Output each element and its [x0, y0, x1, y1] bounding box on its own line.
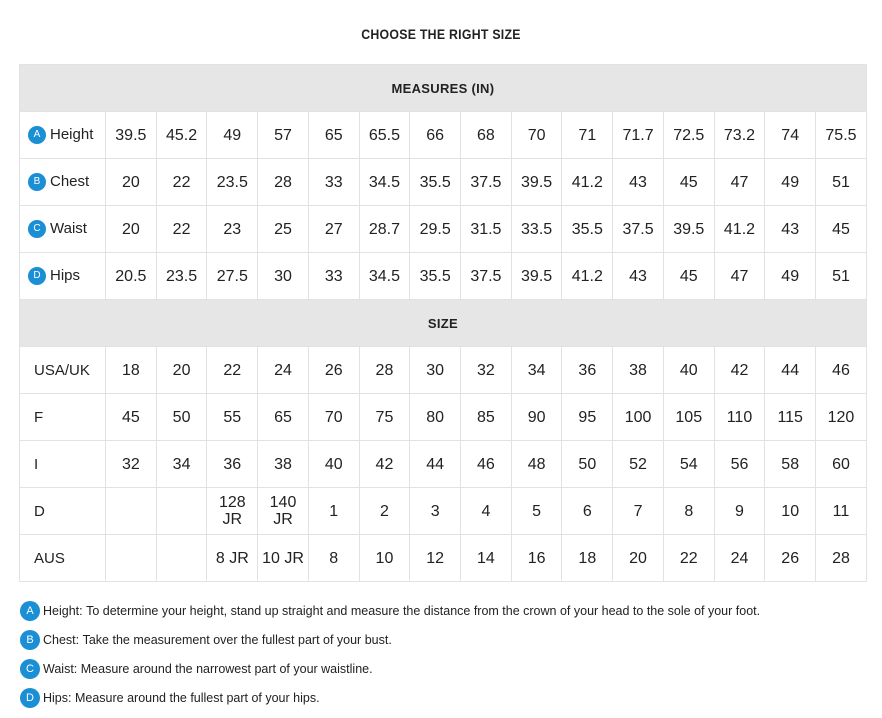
size-value: 52 [613, 441, 664, 488]
size-value: 60 [816, 441, 867, 488]
note-text: Measure around the fullest part of your hips. [74, 690, 320, 705]
measure-value: 23 [207, 206, 258, 253]
measure-value: 23.5 [207, 159, 258, 206]
size-value: 40 [663, 347, 714, 394]
measure-value: 39.5 [106, 112, 157, 159]
size-value: 36 [207, 441, 258, 488]
measure-value: 37.5 [461, 253, 512, 300]
letter-badge-icon: D [28, 267, 46, 285]
measure-value: 45 [663, 253, 714, 300]
measure-value: 47 [714, 253, 765, 300]
measure-label-text: Hips [50, 266, 81, 284]
measure-label [20, 159, 106, 206]
size-value: 18 [562, 535, 613, 582]
size-value: 24 [714, 535, 765, 582]
measure-value: 41.2 [562, 159, 613, 206]
measure-label-text: Height [50, 125, 94, 143]
size-value: 45 [106, 394, 157, 441]
size-header: SIZE [20, 300, 867, 347]
size-value: 56 [714, 441, 765, 488]
size-value: 18 [106, 347, 157, 394]
measure-value: 66 [410, 112, 461, 159]
measure-value: 33 [308, 253, 359, 300]
size-value [106, 535, 157, 582]
measure-value: 29.5 [410, 206, 461, 253]
measure-value: 72.5 [663, 112, 714, 159]
size-value: 12 [410, 535, 461, 582]
size-value: 54 [663, 441, 714, 488]
measure-value: 20.5 [106, 253, 157, 300]
size-header-row [20, 300, 867, 347]
letter-badge-icon: B [28, 173, 46, 191]
size-value [106, 488, 157, 535]
size-value: 50 [562, 441, 613, 488]
measure-value: 28 [258, 159, 309, 206]
size-value: 48 [511, 441, 562, 488]
size-value: 34 [156, 441, 207, 488]
measure-value: 65.5 [359, 112, 410, 159]
size-value: 120 [816, 394, 867, 441]
letter-badge-icon: C [28, 220, 46, 238]
size-value: 128 JR [207, 488, 258, 535]
measure-value: 68 [461, 112, 512, 159]
measure-label [20, 253, 106, 300]
letter-badge-icon: C [20, 659, 40, 679]
size-value: 32 [106, 441, 157, 488]
size-value: 20 [613, 535, 664, 582]
size-label: I [20, 441, 106, 488]
measure-value: 27.5 [207, 253, 258, 300]
size-value: 5 [511, 488, 562, 535]
size-value: 58 [765, 441, 816, 488]
size-row [20, 441, 867, 488]
notes-list [20, 596, 870, 712]
measure-row-height [20, 112, 867, 159]
size-value: 46 [461, 441, 512, 488]
size-value: 22 [207, 347, 258, 394]
size-value: 32 [461, 347, 512, 394]
size-value: 6 [562, 488, 613, 535]
size-value: 8 [308, 535, 359, 582]
size-value: 85 [461, 394, 512, 441]
size-value: 44 [410, 441, 461, 488]
page-title: CHOOSE THE RIGHT SIZE [361, 26, 521, 42]
measure-value: 35.5 [410, 253, 461, 300]
measure-value: 45 [663, 159, 714, 206]
measure-value: 30 [258, 253, 309, 300]
size-value: 75 [359, 394, 410, 441]
measure-value: 37.5 [613, 206, 664, 253]
letter-badge-icon: B [20, 630, 40, 650]
size-label: AUS [20, 535, 106, 582]
measure-value: 35.5 [562, 206, 613, 253]
size-value: 1 [308, 488, 359, 535]
size-value: 28 [816, 535, 867, 582]
size-value: 140 JR [258, 488, 309, 535]
note-item [20, 654, 870, 683]
measure-label-text: Waist [50, 219, 87, 237]
measure-label [20, 206, 106, 253]
measure-value: 43 [613, 159, 664, 206]
size-value: 40 [308, 441, 359, 488]
size-value: 55 [207, 394, 258, 441]
measure-value: 20 [106, 159, 157, 206]
measure-value: 23.5 [156, 253, 207, 300]
measure-value: 43 [765, 206, 816, 253]
size-value [156, 535, 207, 582]
size-value: 38 [613, 347, 664, 394]
size-label: USA/UK [20, 347, 106, 394]
measure-value: 27 [308, 206, 359, 253]
measures-header-row [20, 65, 867, 112]
size-value: 38 [258, 441, 309, 488]
measure-value: 51 [816, 159, 867, 206]
measure-value: 73.2 [714, 112, 765, 159]
size-value: 50 [156, 394, 207, 441]
size-value: 70 [308, 394, 359, 441]
measure-value: 39.5 [663, 206, 714, 253]
letter-badge-icon: D [20, 688, 40, 708]
size-row [20, 394, 867, 441]
note-item [20, 596, 870, 625]
size-row [20, 347, 867, 394]
size-table [19, 64, 867, 582]
note-label: Height : [43, 604, 86, 618]
measure-value: 71.7 [613, 112, 664, 159]
measure-row-hips [20, 253, 867, 300]
size-value: 46 [816, 347, 867, 394]
measure-value: 34.5 [359, 253, 410, 300]
measure-value: 35.5 [410, 159, 461, 206]
size-value: 26 [308, 347, 359, 394]
measure-value: 49 [765, 159, 816, 206]
size-value: 10 [359, 535, 410, 582]
size-value: 110 [714, 394, 765, 441]
measure-row-waist [20, 206, 867, 253]
size-value: 4 [461, 488, 512, 535]
measure-label [20, 112, 106, 159]
size-value: 11 [816, 488, 867, 535]
measure-value: 33 [308, 159, 359, 206]
size-value: 14 [461, 535, 512, 582]
size-value [156, 488, 207, 535]
note-text: To determine your height, stand up straight and measure the distance from the crown of your head to the sole of your foot. [86, 603, 761, 618]
measure-value: 47 [714, 159, 765, 206]
note-item [20, 625, 870, 654]
measure-value: 20 [106, 206, 157, 253]
size-value: 26 [765, 535, 816, 582]
measure-value: 31.5 [461, 206, 512, 253]
size-value: 105 [663, 394, 714, 441]
measure-value: 34.5 [359, 159, 410, 206]
size-value: 9 [714, 488, 765, 535]
size-value: 65 [258, 394, 309, 441]
size-value: 42 [359, 441, 410, 488]
measure-value: 25 [258, 206, 309, 253]
note-label: Hips : [43, 691, 75, 705]
size-value: 44 [765, 347, 816, 394]
size-value: 3 [410, 488, 461, 535]
size-value: 34 [511, 347, 562, 394]
size-value: 28 [359, 347, 410, 394]
size-row [20, 535, 867, 582]
size-value: 22 [663, 535, 714, 582]
measure-row-chest [20, 159, 867, 206]
measure-value: 22 [156, 159, 207, 206]
note-label: Waist : [43, 662, 81, 676]
size-value: 2 [359, 488, 410, 535]
measure-value: 43 [613, 253, 664, 300]
measure-value: 39.5 [511, 159, 562, 206]
note-text: Measure around the narrowest part of your waistline. [80, 661, 373, 676]
measure-value: 65 [308, 112, 359, 159]
measure-value: 70 [511, 112, 562, 159]
size-value: 115 [765, 394, 816, 441]
measures-header: MEASURES (IN) [20, 65, 867, 112]
size-value: 8 [663, 488, 714, 535]
size-value: 7 [613, 488, 664, 535]
letter-badge-icon: A [20, 601, 40, 621]
measure-value: 75.5 [816, 112, 867, 159]
size-label: F [20, 394, 106, 441]
measure-label-text: Chest [50, 172, 90, 190]
size-label: D [20, 488, 106, 535]
size-value: 24 [258, 347, 309, 394]
note-item [20, 683, 870, 712]
measure-value: 51 [816, 253, 867, 300]
measure-value: 49 [207, 112, 258, 159]
measure-value: 39.5 [511, 253, 562, 300]
measure-value: 28.7 [359, 206, 410, 253]
size-value: 10 [765, 488, 816, 535]
measure-value: 45 [816, 206, 867, 253]
size-value: 100 [613, 394, 664, 441]
size-value: 42 [714, 347, 765, 394]
measure-value: 74 [765, 112, 816, 159]
letter-badge-icon: A [28, 126, 46, 144]
measure-value: 71 [562, 112, 613, 159]
note-label: Chest : [43, 633, 83, 647]
measure-value: 33.5 [511, 206, 562, 253]
size-value: 30 [410, 347, 461, 394]
measure-value: 41.2 [714, 206, 765, 253]
measure-value: 45.2 [156, 112, 207, 159]
size-value: 16 [511, 535, 562, 582]
size-value: 36 [562, 347, 613, 394]
size-value: 80 [410, 394, 461, 441]
size-value: 10 JR [258, 535, 309, 582]
size-value: 20 [156, 347, 207, 394]
size-row [20, 488, 867, 535]
measure-value: 57 [258, 112, 309, 159]
measure-value: 49 [765, 253, 816, 300]
note-text: Take the measurement over the fullest part of your bust. [82, 632, 392, 647]
size-value: 95 [562, 394, 613, 441]
measure-value: 37.5 [461, 159, 512, 206]
measure-value: 41.2 [562, 253, 613, 300]
size-value: 8 JR [207, 535, 258, 582]
measure-value: 22 [156, 206, 207, 253]
size-value: 90 [511, 394, 562, 441]
